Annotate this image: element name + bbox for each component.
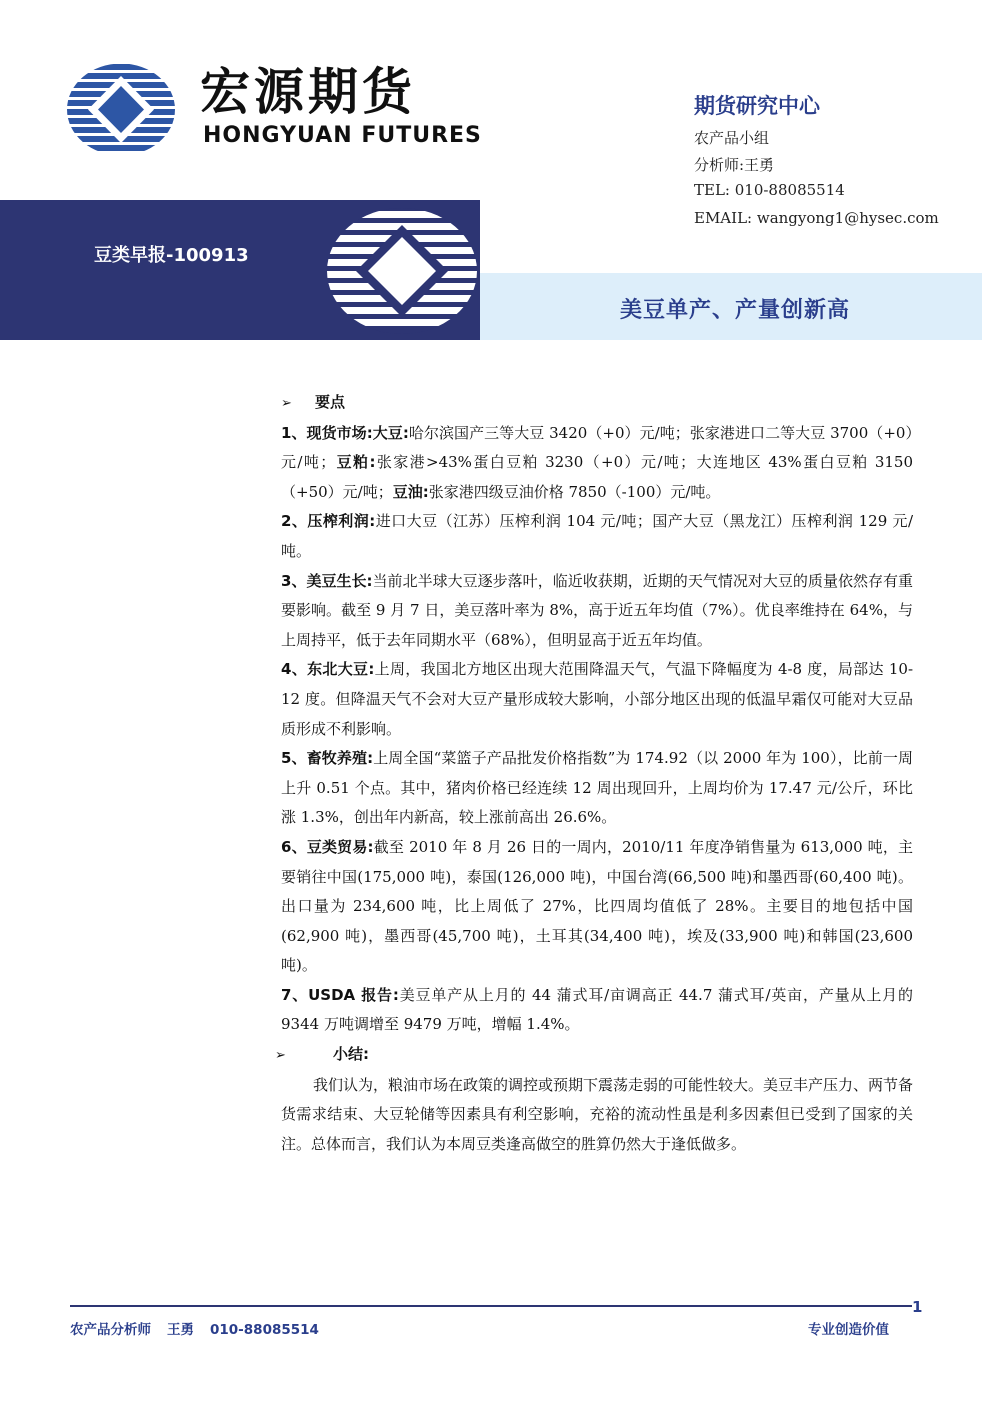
footer-tel: 010-88085514 — [210, 1322, 319, 1338]
footer-divider — [70, 1305, 912, 1307]
report-body — [275, 388, 914, 1159]
list-item: 1、现货市场:大豆:哈尔滨国产三等大豆 3420（+0）元/吨；张家港进口二等大豆 3700（+0）元/吨；豆粕:张家港>43%蛋白豆粕 3230（+0）元/吨；大连地区 43%蛋白豆粕 3150（+50）元/吨；豆油:张家港四级豆油价格 7850（-100）元/吨。 — [281, 423, 913, 501]
banner-logo-icon — [326, 207, 478, 335]
arrow-bullet-icon: ➢ — [281, 396, 292, 411]
list-item: 4、东北大豆:上周，我国北方地区出现大范围降温天气，气温下降幅度为 4-8 度，局部达 10-12 度。但降温天气不会对大豆产量形成较大影响，小部分地区出现的低温早霜仅可能对大豆品质形成不利影响。 — [281, 660, 914, 738]
list-item: 7、USDA 报告:美豆单产从上月的 44 蒲式耳/亩调高正 44.7 蒲式耳/英亩，产量从上月的 9344 万吨调增至 9479 万吨，增幅 1.4%。 — [281, 985, 914, 1034]
footer-name: 王勇 — [167, 1322, 194, 1338]
brand-name-cn: 宏源期货 — [200, 63, 416, 121]
footer-role: 农产品分析师 — [70, 1322, 151, 1338]
footer-contact — [70, 1318, 335, 1338]
list-item: 2、压榨利润:进口大豆（江苏）压榨利润 104 元/吨；国产大豆（黑龙江）压榨利润 129 元/吨。 — [281, 512, 914, 560]
report-id: 豆类早报-100913 — [94, 245, 249, 266]
list-item: 6、豆类贸易:截至 2010 年 8 月 26 日的一周内，2010/11 年度净销售量为 613,000 吨，主要销往中国(175,000 吨)，泰国(126,000 吨)，中国台湾(66,500 吨)和墨西哥(60,400 吨)。出口量为 234,600 吨，比上周低了 27%，比四周均值低了 28%。主要目的地包括中国(62,900 吨)，墨西哥(45,700 吨)，土耳其(34,400 吨)，埃及(33,900 吨)和韩国(23,600 吨)。 — [281, 837, 914, 975]
email-address: EMAIL: wangyong1@hysec.com — [694, 209, 939, 227]
list-item: 5、畜牧养殖:上周全国“菜篮子产品批发价格指数”为 174.92（以 2000 年为 100），比前一周上升 0.51 个点。其中，猪肉价格已经连续 12 周出现回升，上周均价为 17.47 元/公斤，环比涨 1.3%，创出年内新高，较上涨前高出 26.6%。 — [281, 749, 914, 827]
footer-slogan: 专业创造价值 — [808, 1322, 889, 1338]
analyst-name: 分析师:王勇 — [694, 156, 775, 174]
page-number: 1 — [912, 1298, 923, 1316]
group-name: 农产品小组 — [694, 129, 770, 147]
hongyuan-logo-icon — [66, 62, 176, 157]
summary-heading: ➢ 小结: — [275, 1040, 913, 1071]
list-item: 3、美豆生长:当前北半球大豆逐步落叶，临近收获期，近期的天气情况对大豆的质量依然存有重要影响。截至 9 月 7 日，美豆落叶率为 8%，高于近五年均值（7%）。优良率维持在 64%，与上周持平，低于去年同期水平（68%），但明显高于近五年均值。 — [281, 571, 914, 649]
key-points-heading: ➢ 要点 — [281, 388, 913, 419]
report-headline: 美豆单产、产量创新高 — [620, 298, 851, 323]
tel-number: TEL: 010-88085514 — [694, 181, 845, 199]
department-title: 期货研究中心 — [694, 94, 820, 118]
brand-name-en: HONGYUAN FUTURES — [203, 123, 482, 148]
summary-text: 我们认为，粮油市场在政策的调控或预期下震荡走弱的可能性较大。美豆丰产压力、两节备货需求结束、大豆轮储等因素具有利空影响，充裕的流动性虽是利多因素但已受到了国家的关注。总体而言，我们认为本周豆类逢高做空的胜算仍然大于逢低做多。 — [281, 1075, 914, 1153]
arrow-bullet-icon: ➢ — [275, 1048, 286, 1064]
